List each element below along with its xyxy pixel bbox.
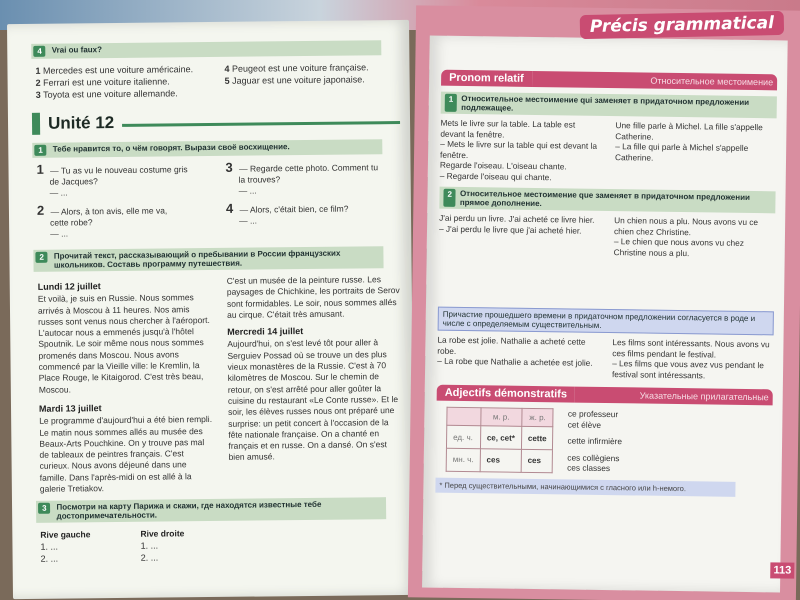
dialog-line: de Jacques? — [49, 176, 98, 187]
example-line: – Le chien que nous avons vu chez Christine nous a plu. — [613, 236, 745, 258]
demonstratifs-table — [446, 407, 554, 473]
dialog-line: la trouves? — [238, 174, 281, 185]
row-header: мн. ч. — [446, 448, 480, 471]
list-item: 2. ... — [40, 553, 59, 565]
rive-gauche-title: Rive gauche — [40, 529, 91, 541]
col-header: ж. р. — [522, 408, 554, 427]
item-num: 3 — [225, 159, 233, 175]
list-item: Mercedes est une voiture américaine. — [42, 64, 194, 76]
rule-2 — [439, 187, 775, 214]
example-line: ces classes — [567, 462, 611, 474]
blank-space — [438, 255, 775, 312]
dialog-line: — Regarde cette photo. Comment tu — [239, 162, 379, 174]
day-paragraph: Aujourd'hui, on s'est levé tôt pour aller à Serguiev Possad où se trouve un des plus vieux monastères de la Russie. C'est à 70 kilomètres de Moscou. Sur le chemin de retour, on s'est arrêté pour aller goûter la cuisine du restaurant «Le Conte russe». Et le soir, les élèves russes nous ont préparé une surprise: un petit concert à l'occasion de la fête nationale française. On a chanté en français et en russe. On a dansé. On s'est bien amusé. — [227, 337, 399, 463]
example-line: – Les films que vous avez vus pendant le festival sont intéressants. — [611, 358, 764, 380]
exercise-2-text — [38, 274, 404, 495]
example-line: ces collègiens — [567, 451, 620, 463]
dialog-item — [37, 203, 212, 240]
rule-number: 2 — [443, 189, 456, 207]
list-item: Toyota est une voiture allemande. — [43, 88, 178, 100]
item-num: 2 — [35, 77, 41, 88]
table-cell: ce, cet* — [480, 426, 521, 449]
unit-marker — [32, 113, 40, 135]
example-line: Les films sont intéressants. Nous avons vu ces films pendant le festival. — [612, 337, 770, 360]
item-num: 4 — [225, 200, 234, 216]
day-heading: Mardi 13 juillet — [38, 403, 102, 414]
dialog-line: cette robe? — [50, 217, 93, 228]
day-paragraph: Le programme d'aujourd'hui a été bien rempli. Le matin nous sommes allés au musée des Beaux-Arts Pouchkine. On y trouve pas mal de tableaux de peintres français. C'est curieux. Nous avons déjeuné dans une famille. Dans l'après-midi on est allé à la galerie Tretiakov. — [39, 414, 213, 494]
exercise-3-header — [36, 498, 386, 524]
page-number: 113 — [770, 562, 794, 578]
exercise-number: 4 — [33, 46, 46, 57]
exercise-1-dialogs — [36, 160, 401, 246]
section-subtitle: Указательные прилагательные — [575, 387, 773, 406]
section-subtitle: Относительное местоимение — [532, 71, 778, 90]
rule-1 — [441, 92, 777, 119]
dialog-item — [36, 162, 211, 199]
section-title: Pronom relatif — [441, 70, 532, 87]
exercise-2-header — [33, 246, 383, 272]
rule-text: Относительное местоимение que заменяет в придаточном предложении прямое дополнение. — [459, 188, 751, 209]
row-header: ед. ч. — [446, 426, 480, 449]
example-line: J'ai perdu un livre. J'ai acheté ce livre hier. — [439, 212, 595, 225]
example-line: – La fille qui parle à Michel s'appelle Catherine. — [614, 141, 749, 163]
pronom-section-header — [441, 70, 777, 91]
corner-cell — [447, 407, 481, 426]
unit-rule — [122, 121, 400, 127]
rule-text: Относительное местоимение qui заменяет в придаточном предложении подлежащее. — [461, 93, 750, 113]
unit-title — [32, 109, 400, 135]
right-page-frame — [408, 5, 800, 600]
demonstratifs-content — [446, 407, 773, 476]
rule-2-examples — [439, 213, 776, 260]
list-item: Jaguar est une voiture japonaise. — [232, 74, 365, 86]
list-item: 1. ... — [140, 540, 159, 552]
exercise-3-lists — [40, 525, 404, 565]
exercise-4-items — [35, 61, 399, 101]
example-line: – La robe que Nathalie a achetée est jolie. — [437, 355, 593, 368]
exercise-number: 1 — [34, 145, 47, 156]
list-item: Peugeot est une voiture française. — [231, 62, 369, 74]
dialog-line: — ... — [50, 228, 69, 239]
col-header: м. р. — [481, 408, 522, 427]
day-heading: Mercredi 14 juillet — [227, 326, 304, 338]
day-paragraph: Et voilà, je suis en Russie. Nous sommes arrivés à Moscou à 11 heures. Nos amis russes sont venus nous chercher à l'aéroport. L'autocar nous a emmenés jusqu'à l'hôtel Spoutnik. Le soir même nous nous sommes promenés dans Moscou. Nous avons commencé par la Vieille ville: le Kremlin, la Place Rouge, le Kitaigorod. C'est très beau, Moscou. — [37, 292, 210, 395]
table-cell: ces — [480, 449, 521, 472]
exercise-4-header — [31, 40, 381, 59]
precis-banner: Précis grammatical — [580, 11, 785, 39]
rule-number: 1 — [445, 94, 458, 112]
exercise-title: Тебе нравится то, о чём говорят. Вырази своё восхищение. — [52, 142, 290, 154]
example-line: – Mets le livre sur la table qui est devant la fenêtre. — [440, 138, 598, 160]
example-line: – J'ai perdu le livre que j'ai acheté hier. — [438, 223, 582, 236]
exercise-number: 2 — [35, 252, 48, 263]
example-line: Mets le livre sur la table. La table est devant la fenêtre. — [440, 117, 576, 140]
example-line: ce professeur — [567, 408, 619, 420]
left-page — [7, 20, 415, 599]
example-line: cet élève — [567, 418, 602, 430]
day-heading: Lundi 12 juillet — [37, 281, 101, 292]
item-num: 5 — [224, 75, 230, 86]
item-num: 3 — [35, 89, 41, 100]
item-num: 2 — [36, 202, 45, 218]
exercise-number: 3 — [38, 503, 51, 514]
table-cell: ces — [521, 449, 553, 472]
exercise-1-header — [32, 139, 382, 158]
section-title: Adjectifs démonstratifs — [437, 385, 575, 403]
demonstratifs-section-header — [437, 385, 773, 406]
footnote: * Перед существительными, начинающимися с гласного или h-немого. — [435, 477, 735, 496]
demonstratifs-examples — [567, 408, 622, 473]
exercise-title: Посмотри на карту Парижа и скажи, где находятся известные тебе достопримечательности. — [56, 500, 322, 521]
unit-title-text: Unité 12 — [47, 113, 115, 133]
rule-3 — [438, 307, 774, 336]
right-page — [422, 13, 792, 593]
list-item: 1. ... — [40, 541, 59, 553]
example-line: Regarde l'oiseau. L'oiseau chante. — [439, 159, 567, 172]
item-num: 1 — [35, 65, 41, 76]
table-cell: cette — [521, 427, 553, 450]
dialog-item — [225, 160, 400, 197]
list-item: 2. ... — [140, 552, 159, 564]
dialog-line: — Tu as vu le nouveau costume gris — [50, 164, 188, 176]
rule-1-examples — [440, 118, 777, 186]
rule-3-examples — [437, 335, 774, 382]
dialog-item — [226, 201, 401, 227]
day-paragraph: C'est un musée de la peinture russe. Les paysages de Chichkine, les portraits de Serov sont formidables. Le soir, nous sommes allés au cirque. C'était très amusant. — [226, 274, 400, 320]
rule-text: Причастие прошедшего времени в придаточном предложении согласуется в роде и числе с определяемым существительным. — [442, 309, 756, 330]
list-item: Ferrari est une voiture italienne. — [43, 76, 170, 88]
item-num: 4 — [224, 63, 230, 74]
dialog-line: — ... — [49, 187, 68, 198]
example-line: – Regarde l'oiseau qui chante. — [439, 170, 552, 182]
example-line: Un chien nous a plu. Nous avons vu ce chien chez Christine. — [613, 215, 759, 237]
exercise-title: Vrai ou faux? — [51, 45, 103, 55]
example-line: cette infirmière — [567, 435, 623, 447]
dialog-line: — ... — [238, 185, 257, 196]
example-line: Une fille parle à Michel. La fille s'appelle Catherine. — [615, 120, 763, 142]
example-line: La robe est jolie. Nathalie a acheté cette robe. — [437, 334, 586, 356]
item-num: 1 — [36, 161, 44, 177]
exercise-title: Прочитай текст, рассказывающий о пребывании в России французских школьников. Составь программу путешествия. — [53, 248, 341, 270]
dialog-line: — Alors, à ton avis, elle me va, — [50, 205, 168, 217]
dialog-line: — Alors, c'était bien, ce film? — [239, 203, 349, 215]
dialog-line: — ... — [239, 215, 258, 226]
rive-droite-title: Rive droite — [140, 528, 185, 540]
